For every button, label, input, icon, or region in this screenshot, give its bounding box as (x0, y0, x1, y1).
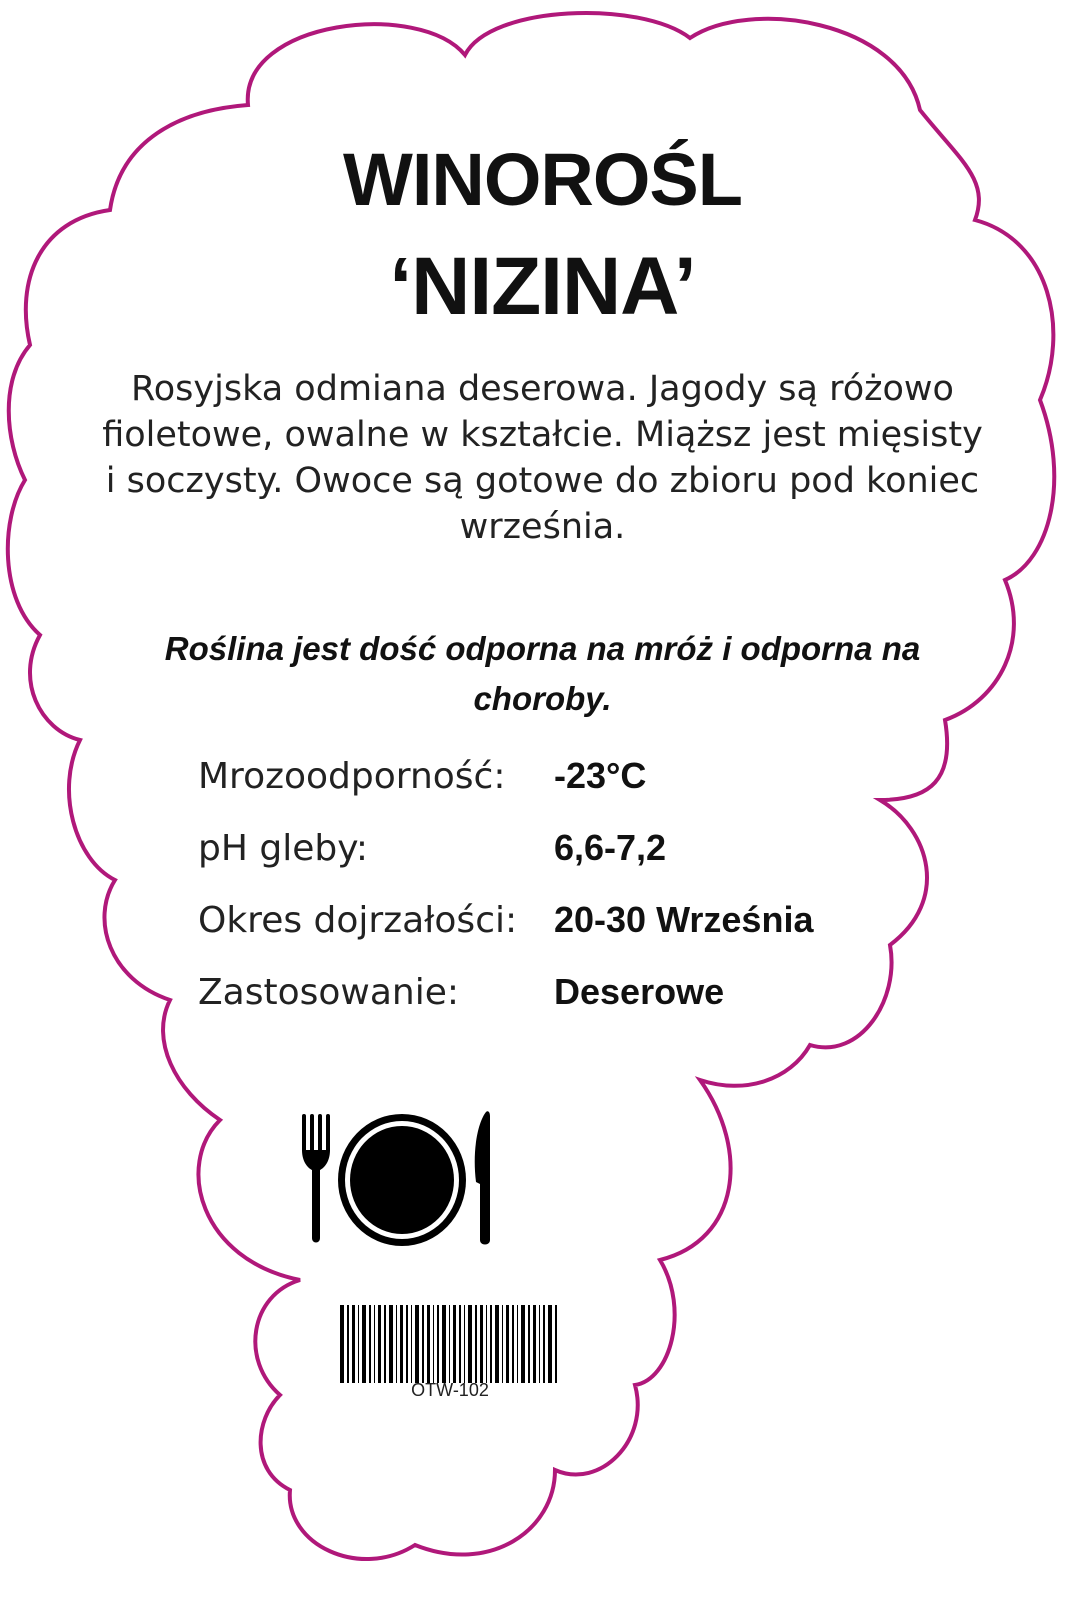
spec-row-frost (198, 740, 918, 812)
page-title-line2: ‘NIZINA’ (389, 241, 696, 332)
page-title-line1: WINOROŚL (343, 138, 742, 221)
utensils-plate-icon (300, 1110, 500, 1250)
spec-row-ph (198, 812, 918, 884)
knife-icon (475, 1111, 490, 1244)
resistance-note: Roślina jest dość odporna na mróż i odporna na choroby. (164, 630, 921, 717)
spec-label: Okres dojrzałości: (198, 899, 518, 941)
fork-icon (302, 1114, 330, 1243)
spec-value: 20-30 Września (554, 899, 814, 940)
plate-icon (338, 1114, 466, 1246)
specs-table (198, 740, 918, 1028)
spec-value: Deserowe (554, 971, 725, 1012)
spec-value: -23°C (554, 755, 647, 796)
spec-value: 6,6-7,2 (554, 827, 667, 868)
spec-row-usage (198, 956, 918, 1028)
barcode (340, 1305, 560, 1383)
spec-row-ripening (198, 884, 918, 956)
spec-label: Zastosowanie: (198, 971, 459, 1013)
barcode-code: OTW-102 (411, 1380, 489, 1400)
spec-label: pH gleby: (198, 827, 369, 869)
spec-label: Mrozoodporność: (198, 755, 506, 797)
variety-description: Rosyjska odmiana deserowa. Jagody są różowo fioletowe, owalne w kształcie. Miąższ jest mięsisty i soczysty. Owoce są gotowe do zbioru pod koniec września. (102, 369, 983, 547)
